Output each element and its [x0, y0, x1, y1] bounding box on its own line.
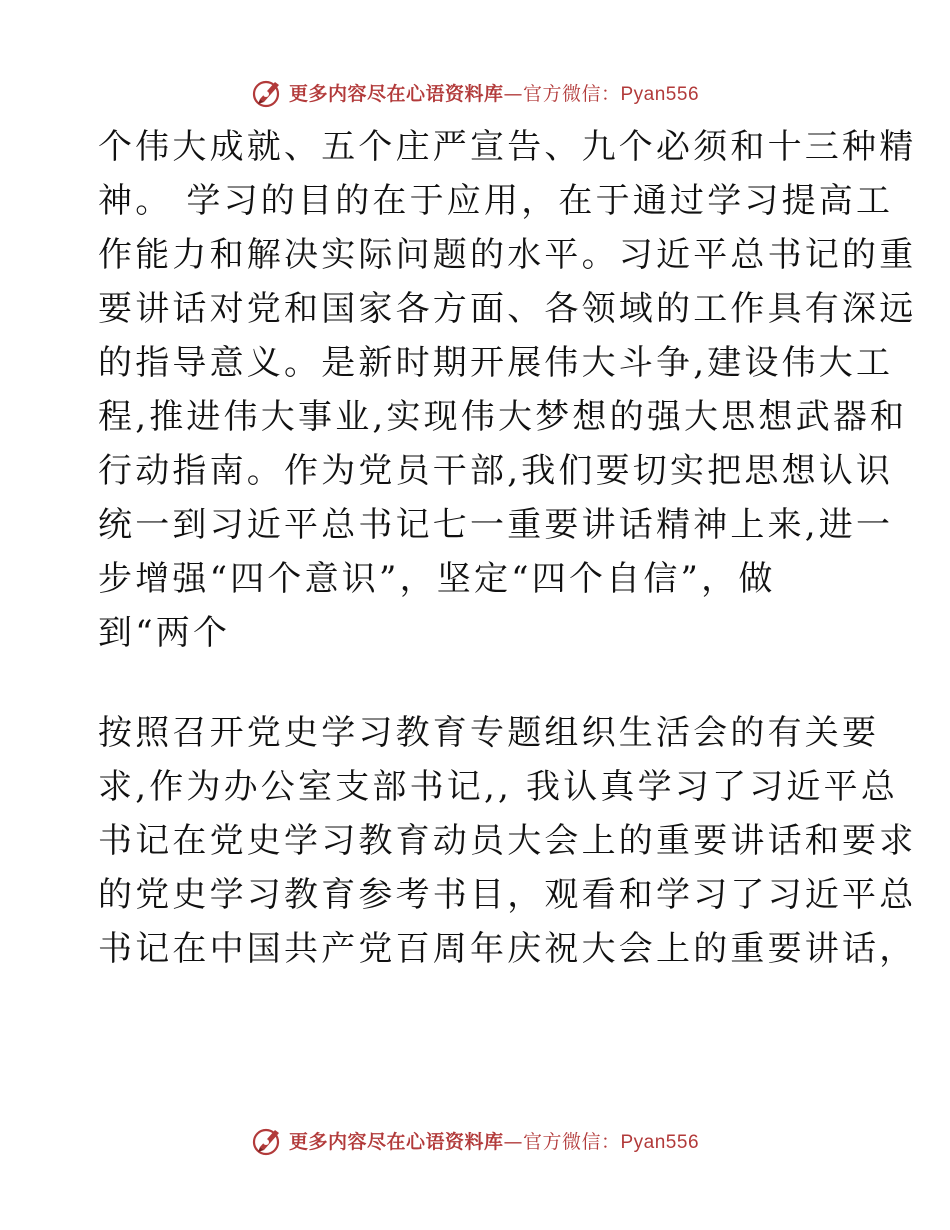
watermark-prefix: 更多内容尽在心语资料库	[288, 82, 504, 105]
watermark-label: 官方微信：	[522, 1130, 621, 1153]
paragraph-2	[98, 706, 917, 976]
paragraph-line: 求,作为办公室支部书记,, 我认真学习了习近平总	[98, 767, 899, 807]
pen-logo-icon	[251, 75, 285, 109]
paragraph-line: 的指导意义。是新时期开展伟大斗争,建设伟大工	[98, 343, 894, 383]
watermark-label: 官方微信：	[522, 82, 621, 105]
paragraph-line: 书记在党史学习教育动员大会上的重要讲话和要求	[98, 821, 917, 861]
watermark-dash: —	[503, 1130, 523, 1153]
watermark-id: Pyan556	[620, 1131, 700, 1153]
pen-logo-icon	[251, 1123, 285, 1157]
paragraph-line: 步增强“四个意识”，坚定“四个自信”，做	[98, 559, 776, 599]
paragraph-line: 按照召开党史学习教育专题组织生活会的有关要	[98, 713, 880, 753]
footer-watermark	[0, 1120, 950, 1160]
paragraph-1	[98, 120, 917, 660]
paragraph-line: 作能力和解决实际问题的水平。习近平总书记的重	[98, 235, 917, 275]
watermark-id: Pyan556	[620, 83, 700, 105]
paragraph-line: 神。 学习的目的在于应用，在于通过学习提高工	[98, 181, 894, 221]
watermark-dash: —	[503, 82, 523, 105]
paragraph-line: 个伟大成就、五个庄严宣告、九个必须和十三种精	[98, 127, 917, 167]
paragraph-line: 到“两个	[98, 613, 231, 653]
paragraph-line: 行动指南。作为党员干部,我们要切实把思想认识	[98, 451, 894, 491]
watermark-prefix: 更多内容尽在心语资料库	[288, 1130, 504, 1153]
header-watermark	[0, 72, 950, 112]
paragraph-line: 统一到习近平总书记七一重要讲话精神上来,进一	[98, 505, 894, 545]
paragraph-line: 程,推进伟大事业,实现伟大梦想的强大思想武器和	[98, 397, 908, 437]
paragraph-line: 的党史学习教育参考书目，观看和学习了习近平总	[98, 875, 917, 915]
paragraph-line: 要讲话对党和国家各方面、各领域的工作具有深远	[98, 289, 917, 329]
paragraph-line: 书记在中国共产党百周年庆祝大会上的重要讲话，	[98, 929, 917, 969]
